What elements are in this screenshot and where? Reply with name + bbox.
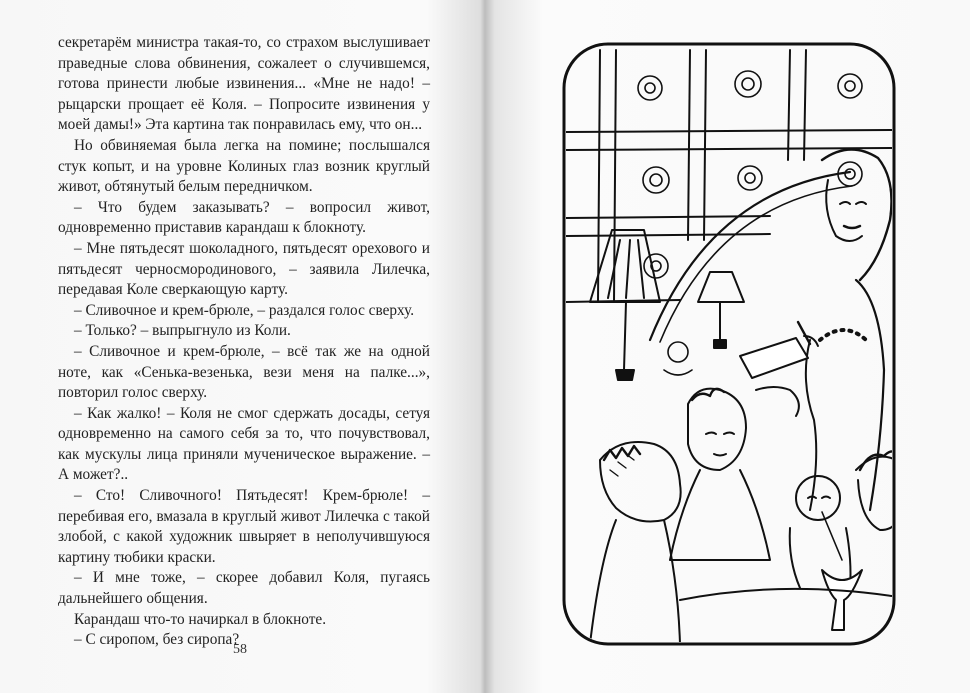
paragraph: секретарём министра такая-то, со страхом выслушивает праведные слова обвинения, сожалеет о случившемся, готова принести любые извинения... «Мне не надо! – рыцарски прощает её Коля. – Попросите извинения у моей дамы!» Эта картина так понравилась ему, что он...: [58, 34, 430, 134]
background-figure: [664, 342, 692, 375]
paragraph: – Сто! Сливочного! Пятьдесят! Крем-брюле! – перебивая его, вмазала в круглый живот Лилечка с такой злобой, с какой художник швыряет в неполучившуюся картину тюбики краски.: [58, 487, 430, 566]
right-page: [490, 0, 970, 693]
paragraph: – С сиропом, без сиропа?: [74, 631, 240, 649]
notepad: [740, 338, 808, 378]
glass: [822, 570, 862, 630]
arch: [650, 172, 850, 340]
text-column: [58, 33, 430, 651]
paragraph: – Как жалко! – Коля не смог сдержать досады, сетуя одновременно на самого себя за то, что почувствовал, как мускулы лица приняли мученическое выражение. – А может?..: [58, 404, 430, 484]
page-number: 58: [233, 642, 247, 657]
paragraph: – Только? – выпрыгнуло из Коли.: [74, 322, 291, 340]
waitress: [740, 149, 892, 510]
girl-with-bow: [670, 389, 770, 560]
paragraph: – И мне тоже, – скорее добавил Коля, пугаясь дальнейшего общения.: [58, 569, 430, 608]
left-page: [0, 0, 480, 693]
boy-profile: [590, 442, 681, 644]
lamp-left: [590, 230, 660, 380]
cafe-illustration: [560, 40, 900, 652]
baby-with-straw: [790, 476, 862, 630]
paragraph: – Мне пятьдесят шоколадного, пятьдесят орехового и пятьдесят черносмородинового, – заявила Лилечка, передавая Коле сверкающую карту.: [58, 239, 430, 299]
table-edge: [680, 589, 892, 600]
paragraph: Но обвиняемая была легка на помине; послышался стук копыт, и на уровне Колиных глаз возник круглый живот, обтянутый белым передничком.: [58, 136, 430, 196]
paragraph: Карандаш что-то начиркал в блокноте.: [74, 610, 327, 628]
paragraph: – Сливочное и крем-брюле, – раздался голос сверху.: [74, 301, 415, 319]
paragraph: – Сливочное и крем-брюле, – всё так же на одной ноте, как «Сенька-везенька, вези меня на палке...», повторил голос сверху.: [58, 342, 430, 402]
wallpaper-rosettes: [638, 71, 862, 278]
lamp-right: [698, 272, 744, 348]
paragraph: – Что будем заказывать? – вопросил живот, одновременно приставив карандаш к блокноту.: [58, 198, 430, 237]
illustration-frame: [564, 44, 894, 644]
